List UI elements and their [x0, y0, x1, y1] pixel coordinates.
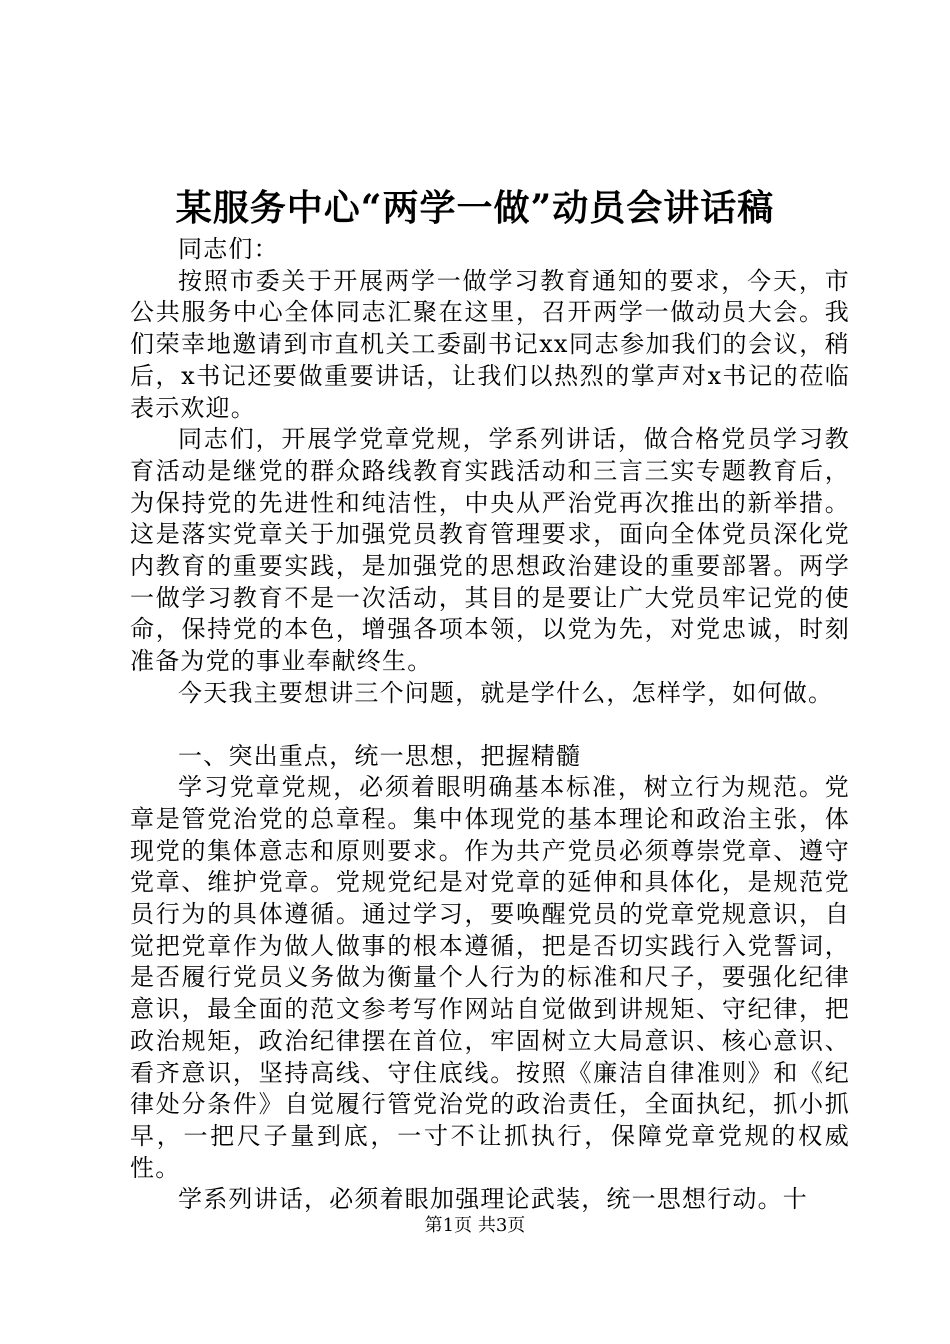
- salutation: 同志们：: [178, 235, 279, 263]
- paragraph: 今天我主要想讲三个问题，就是学什么，怎样学，如何做。: [178, 678, 834, 707]
- section-heading: 一、突出重点，统一思想，把握精髓: [178, 741, 582, 770]
- paragraph: 同志们，开展学党章党规，学系列讲话，做合格党员学习教育活动是继党的群众路线教育实践活动和三言三实专题教育后，为保持党的先进性和纯洁性，中央从严治党再次推出的新举措。这是落实党章关于加强党员教育管理要求，面向全体党员深化党内教育的重要实践，是加强党的思想政治建设的重要部署。两学一做学习教育不是一次活动，其目的是要让广大党员牢记党的使命，保持党的本色，增强各项本领，以党为先，对党忠诚，时刻准备为党的事业奉献终生。: [130, 425, 850, 676]
- paragraph: 按照市委关于开展两学一做学习教育通知的要求，今天，市公共服务中心全体同志汇聚在这里，召开两学一做动员大会。我们荣幸地邀请到市直机关工委副书记xx同志参加我们的会议，稍后，x书记还要做重要讲话，让我们以热烈的掌声对x书记的莅临表示欢迎。: [130, 266, 850, 422]
- paragraph: 学系列讲话，必须着眼加强理论武装，统一思想行动。十: [178, 1185, 808, 1214]
- paragraph: 学习党章党规，必须着眼明确基本标准，树立行为规范。党章是管党治党的总章程。集中体现党的基本理论和政治主张，体现党的集体意志和原则要求。作为共产党员必须尊崇党章、遵守党章、维护党章。党规党纪是对党章的延伸和具体化，是规范党员行为的具体遵循。通过学习，要唤醒党员的党章党规意识，自觉把党章作为做人做事的根本遵循，把是否切实践行入党誓词，是否履行党员义务做为衡量个人行为的标准和尺子，要强化纪律意识，最全面的范文参考写作网站自觉做到讲规矩、守纪律，把政治规矩，政治纪律摆在首位，牢固树立大局意识、核心意识、看齐意识，坚持高线、守住底线。按照《廉洁自律准则》和《纪律处分条件》自觉履行管党治党的政治责任，全面执纪，抓小抓早，一把尺子量到底，一寸不让抓执行，保障党章党规的权威性。: [130, 773, 850, 1182]
- document-title: 某服务中心“两学一做”动员会讲话稿: [175, 187, 775, 229]
- document-body: [130, 234, 850, 1216]
- page-number-footer: 第1页 共3页: [424, 1215, 526, 1236]
